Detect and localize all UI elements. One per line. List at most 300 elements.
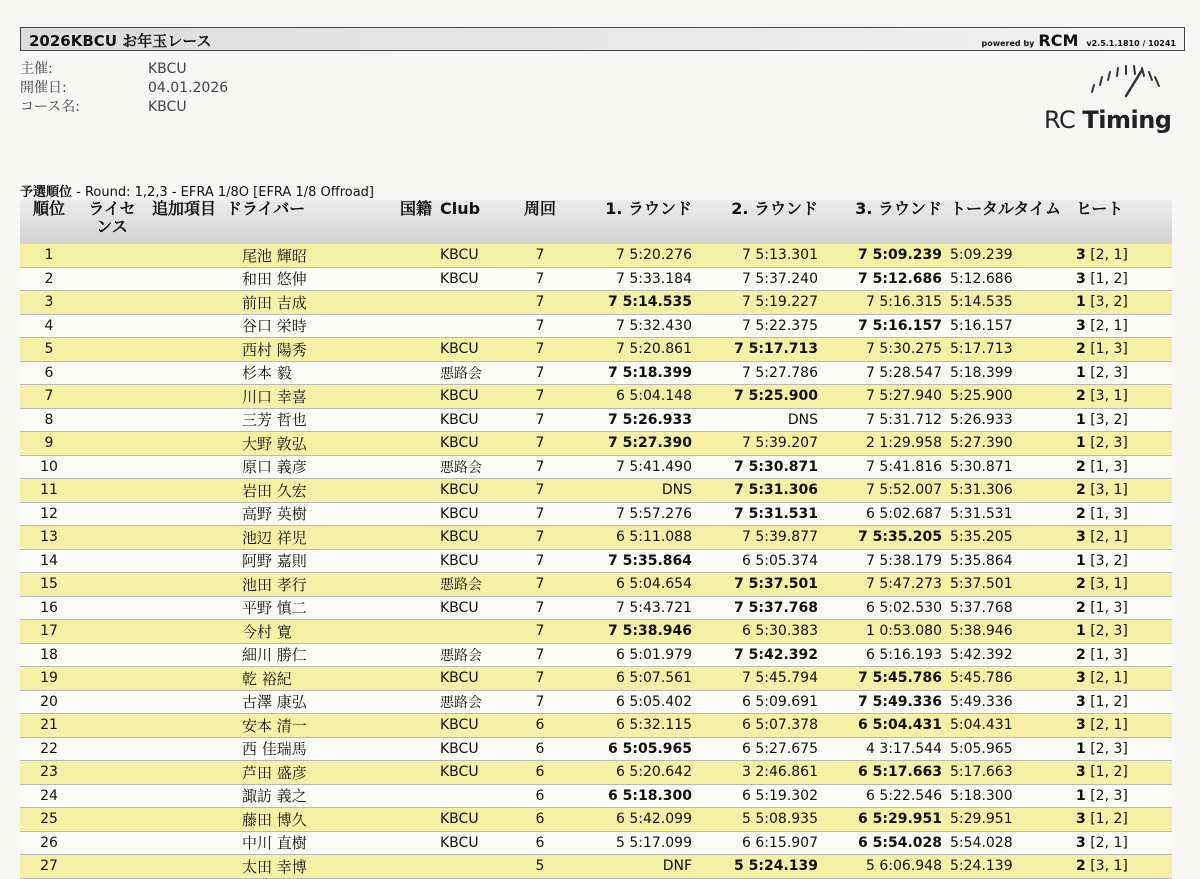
cell-laps: 7 [516,314,564,338]
cell-pos: 27 [20,855,78,879]
heat-order: [2, 1] [1085,670,1128,687]
cell-pos: 1 [20,244,78,267]
cell-heat [1072,267,1172,291]
heat-order: [2, 3] [1085,364,1128,381]
heat-number: 2 [1076,858,1086,875]
col-round1: 1. ラウンド [564,200,696,244]
cell-driver: 藤田 博久 [222,808,366,832]
cell-pos: 22 [20,737,78,761]
cell-pos: 23 [20,761,78,785]
cell-round2: DNS [696,408,822,432]
rcm-brand: RCM [1038,31,1079,50]
cell-pos: 21 [20,714,78,738]
cell-driver: 尾池 輝昭 [222,244,366,267]
cell-license [78,596,146,620]
cell-pos: 16 [20,596,78,620]
cell-laps: 7 [516,291,564,315]
cell-club: KBCU [436,338,516,362]
cell-heat [1072,455,1172,479]
heat-number: 3 [1076,317,1086,334]
cell-pos: 6 [20,361,78,385]
cell-driver: 西 佳瑞馬 [222,737,366,761]
rc-timing-logo [1040,62,1180,142]
cell-laps: 7 [516,338,564,362]
cell-nation [366,408,436,432]
cell-total-time: 5:04.431 [946,714,1072,738]
heat-number: 2 [1076,599,1086,616]
cell-pos: 11 [20,479,78,503]
cell-extra [146,737,222,761]
cell-round3: 7 5:49.336 [822,690,946,714]
cell-extra [146,267,222,291]
cell-pos: 24 [20,784,78,808]
cell-nation [366,690,436,714]
cell-driver: 乾 裕紀 [222,667,366,691]
heat-number: 2 [1076,341,1086,358]
cell-total-time: 5:14.535 [946,291,1072,315]
cell-license [78,314,146,338]
cell-club: 悪路会 [436,361,516,385]
cell-extra [146,314,222,338]
cell-laps: 7 [516,596,564,620]
cell-total-time: 5:35.205 [946,526,1072,550]
cell-extra [146,690,222,714]
cell-license [78,667,146,691]
cell-heat [1072,291,1172,315]
cell-club: KBCU [436,761,516,785]
cell-round3: 6 5:02.687 [822,502,946,526]
cell-round1: 7 5:26.933 [564,408,696,432]
cell-round2: 7 5:30.871 [696,455,822,479]
cell-round2: 7 5:39.877 [696,526,822,550]
cell-total-time: 5:26.933 [946,408,1072,432]
cell-license [78,385,146,409]
cell-round2: 6 5:05.374 [696,549,822,573]
heat-number: 1 [1076,294,1086,311]
table-row [20,455,1172,479]
cell-round1: 6 5:32.115 [564,714,696,738]
cell-driver: 三芳 哲也 [222,408,366,432]
table-body [20,244,1172,878]
cell-round2: 7 5:39.207 [696,432,822,456]
cell-license [78,338,146,362]
col-driver: ドライバー [222,200,366,244]
cell-heat [1072,808,1172,832]
cell-driver: 谷口 栄時 [222,314,366,338]
cell-driver: 和田 悠伸 [222,267,366,291]
cell-round2: 6 5:19.302 [696,784,822,808]
cell-total-time: 5:30.871 [946,455,1072,479]
cell-license [78,502,146,526]
cell-round2: 7 5:42.392 [696,643,822,667]
cell-nation [366,314,436,338]
cell-round1: 6 5:07.561 [564,667,696,691]
info-row-course [20,98,228,117]
cell-nation [366,831,436,855]
table-row [20,385,1172,409]
heat-number: 1 [1076,623,1086,640]
cell-driver: 今村 寛 [222,620,366,644]
cell-heat [1072,690,1172,714]
info-label: コース名: [20,99,81,115]
heat-number: 3 [1076,811,1086,828]
cell-heat [1072,761,1172,785]
cell-nation [366,455,436,479]
cell-round3: 4 3:17.544 [822,737,946,761]
cell-extra [146,596,222,620]
heat-number: 2 [1076,646,1086,663]
cell-laps: 5 [516,855,564,879]
col-round3: 3. ラウンド [822,200,946,244]
cell-club [436,620,516,644]
cell-total-time: 5:17.713 [946,338,1072,362]
cell-laps: 7 [516,643,564,667]
cell-laps: 6 [516,831,564,855]
cell-round1: DNS [564,479,696,503]
cell-driver: 大野 敦弘 [222,432,366,456]
cell-round3: 7 5:12.686 [822,267,946,291]
cell-pos: 8 [20,408,78,432]
cell-round3: 7 5:38.179 [822,549,946,573]
event-info [20,60,228,117]
cell-round2: 7 5:31.306 [696,479,822,503]
cell-round1: 7 5:43.721 [564,596,696,620]
heat-order: [2, 1] [1085,717,1128,734]
cell-laps: 7 [516,408,564,432]
cell-laps: 6 [516,714,564,738]
cell-club: KBCU [436,244,516,267]
cell-total-time: 5:09.239 [946,244,1072,267]
cell-club: KBCU [436,831,516,855]
heat-order: [1, 2] [1085,764,1128,781]
heat-number: 3 [1076,717,1086,734]
cell-round3: 6 5:22.546 [822,784,946,808]
cell-driver: 阿野 嘉則 [222,549,366,573]
info-row-organizer [20,60,228,79]
table-row [20,667,1172,691]
cell-round1: 6 5:01.979 [564,643,696,667]
table-row [20,855,1172,879]
cell-license [78,737,146,761]
cell-club: 悪路会 [436,573,516,597]
heat-order: [1, 2] [1085,270,1128,287]
cell-heat [1072,596,1172,620]
cell-round2: 6 5:07.378 [696,714,822,738]
cell-laps: 7 [516,502,564,526]
cell-pos: 14 [20,549,78,573]
cell-license [78,479,146,503]
cell-extra [146,338,222,362]
info-label: 開催日: [20,80,67,96]
cell-round1: 6 5:05.965 [564,737,696,761]
heat-number: 3 [1076,693,1086,710]
cell-club: KBCU [436,526,516,550]
heat-number: 1 [1076,435,1086,452]
table-row [20,643,1172,667]
cell-total-time: 5:18.399 [946,361,1072,385]
cell-round2: 7 5:27.786 [696,361,822,385]
col-license: ライセンス [78,200,146,244]
cell-extra [146,385,222,409]
cell-round2: 7 5:25.900 [696,385,822,409]
cell-extra [146,291,222,315]
cell-round1: 7 5:33.184 [564,267,696,291]
cell-round3: 6 5:04.431 [822,714,946,738]
table-row [20,620,1172,644]
cell-laps: 7 [516,690,564,714]
table-row [20,267,1172,291]
cell-license [78,808,146,832]
cell-laps: 7 [516,361,564,385]
table-row [20,361,1172,385]
cell-heat [1072,737,1172,761]
cell-laps: 6 [516,737,564,761]
cell-extra [146,455,222,479]
section-title: 予選順位 [20,185,73,200]
heat-number: 2 [1076,482,1086,499]
cell-total-time: 5:38.946 [946,620,1072,644]
cell-round1: 7 5:41.490 [564,455,696,479]
cell-extra [146,408,222,432]
cell-round3: 7 5:16.157 [822,314,946,338]
cell-pos: 5 [20,338,78,362]
cell-license [78,455,146,479]
cell-heat [1072,714,1172,738]
cell-heat [1072,338,1172,362]
cell-round1: 7 5:20.861 [564,338,696,362]
logo-text [1044,106,1171,134]
cell-nation [366,267,436,291]
cell-heat [1072,408,1172,432]
cell-license [78,549,146,573]
cell-extra [146,244,222,267]
cell-round1: 5 5:17.099 [564,831,696,855]
cell-laps: 7 [516,549,564,573]
cell-round2: 6 5:30.383 [696,620,822,644]
cell-license [78,855,146,879]
cell-round3: 7 5:31.712 [822,408,946,432]
heat-number: 3 [1076,764,1086,781]
heat-number: 2 [1076,505,1086,522]
heat-order: [2, 1] [1085,247,1128,264]
cell-round2: 7 5:22.375 [696,314,822,338]
cell-driver: 古澤 康弘 [222,690,366,714]
cell-total-time: 5:42.392 [946,643,1072,667]
heat-order: [2, 1] [1085,317,1128,334]
cell-driver: 原口 義彦 [222,455,366,479]
cell-round2: 3 2:46.861 [696,761,822,785]
cell-club: KBCU [436,596,516,620]
cell-heat [1072,526,1172,550]
heat-order: [1, 3] [1085,505,1128,522]
cell-laps: 7 [516,620,564,644]
cell-laps: 7 [516,479,564,503]
cell-heat [1072,361,1172,385]
cell-club: KBCU [436,714,516,738]
cell-laps: 6 [516,761,564,785]
cell-club: KBCU [436,737,516,761]
cell-club: KBCU [436,808,516,832]
cell-nation [366,244,436,267]
cell-round2: 6 5:09.691 [696,690,822,714]
cell-round2: 7 5:13.301 [696,244,822,267]
cell-total-time: 5:31.306 [946,479,1072,503]
cell-driver: 安本 清一 [222,714,366,738]
cell-extra [146,361,222,385]
table-row [20,432,1172,456]
cell-club [436,784,516,808]
powered-by [982,31,1176,50]
cell-license [78,361,146,385]
heat-order: [2, 3] [1085,623,1128,640]
cell-club [436,855,516,879]
cell-extra [146,526,222,550]
cell-club: KBCU [436,667,516,691]
cell-round3: 6 5:29.951 [822,808,946,832]
heat-order: [2, 1] [1085,529,1128,546]
cell-nation [366,620,436,644]
cell-nation [366,737,436,761]
cell-heat [1072,549,1172,573]
cell-total-time: 5:37.768 [946,596,1072,620]
results-table [20,200,1172,879]
cell-license [78,291,146,315]
cell-round1: 6 5:18.300 [564,784,696,808]
cell-extra [146,855,222,879]
cell-license [78,643,146,667]
cell-driver: 川口 幸喜 [222,385,366,409]
heat-number: 3 [1076,270,1086,287]
cell-pos: 9 [20,432,78,456]
cell-club: KBCU [436,479,516,503]
cell-license [78,526,146,550]
cell-laps: 7 [516,432,564,456]
version-label: v2.5.1.1810 / 10241 [1086,39,1176,48]
cell-pos: 20 [20,690,78,714]
table-row [20,808,1172,832]
cell-extra [146,761,222,785]
heat-order: [1, 3] [1085,646,1128,663]
col-nation: 国籍 [366,200,436,244]
cell-heat [1072,432,1172,456]
cell-license [78,620,146,644]
cell-club: KBCU [436,502,516,526]
heat-number: 1 [1076,787,1086,804]
cell-pos: 17 [20,620,78,644]
cell-round3: 6 5:16.193 [822,643,946,667]
cell-total-time: 5:17.663 [946,761,1072,785]
table-row [20,737,1172,761]
cell-round2: 7 5:37.501 [696,573,822,597]
table-row [20,526,1172,550]
heat-number: 1 [1076,552,1086,569]
cell-pos: 2 [20,267,78,291]
cell-round1: 7 5:20.276 [564,244,696,267]
heat-order: [1, 2] [1085,693,1128,710]
cell-round3: 7 5:41.816 [822,455,946,479]
cell-nation [366,526,436,550]
cell-driver: 芦田 盛彦 [222,761,366,785]
cell-round2: 7 5:17.713 [696,338,822,362]
table-row [20,690,1172,714]
heat-number: 3 [1076,834,1086,851]
cell-round2: 7 5:19.227 [696,291,822,315]
cell-round2: 7 5:37.768 [696,596,822,620]
cell-nation [366,479,436,503]
cell-total-time: 5:54.028 [946,831,1072,855]
table-row [20,761,1172,785]
heat-order: [1, 3] [1085,341,1128,358]
cell-round3: 5 6:06.948 [822,855,946,879]
table-row [20,314,1172,338]
table-row [20,784,1172,808]
cell-extra [146,479,222,503]
cell-club: 悪路会 [436,690,516,714]
cell-club: 悪路会 [436,643,516,667]
cell-laps: 6 [516,784,564,808]
cell-round1: 7 5:18.399 [564,361,696,385]
cell-round1: 7 5:32.430 [564,314,696,338]
cell-driver: 諏訪 義之 [222,784,366,808]
cell-extra [146,784,222,808]
heat-number: 2 [1076,388,1086,405]
cell-driver: 中川 直樹 [222,831,366,855]
cell-extra [146,620,222,644]
cell-pos: 4 [20,314,78,338]
cell-heat [1072,479,1172,503]
cell-heat [1072,855,1172,879]
cell-total-time: 5:35.864 [946,549,1072,573]
info-value: 04.01.2026 [148,80,229,96]
table-row [20,244,1172,267]
table-row [20,714,1172,738]
cell-license [78,267,146,291]
cell-total-time: 5:18.300 [946,784,1072,808]
cell-extra [146,432,222,456]
section-heading [20,181,374,200]
table-row [20,573,1172,597]
heat-order: [3, 1] [1085,482,1128,499]
cell-license [78,761,146,785]
cell-license [78,690,146,714]
cell-license [78,831,146,855]
heat-number: 1 [1076,364,1086,381]
cell-extra [146,808,222,832]
heat-order: [3, 1] [1085,388,1128,405]
cell-total-time: 5:16.157 [946,314,1072,338]
cell-round2: 5 5:08.935 [696,808,822,832]
cell-round3: 7 5:47.273 [822,573,946,597]
cell-round1: 6 5:04.654 [564,573,696,597]
cell-laps: 7 [516,455,564,479]
cell-club: KBCU [436,267,516,291]
cell-pos: 7 [20,385,78,409]
cell-license [78,244,146,267]
cell-heat [1072,620,1172,644]
cell-total-time: 5:29.951 [946,808,1072,832]
heat-order: [3, 2] [1085,552,1128,569]
cell-total-time: 5:49.336 [946,690,1072,714]
cell-total-time: 5:31.531 [946,502,1072,526]
cell-club: KBCU [436,432,516,456]
cell-driver: 高野 英樹 [222,502,366,526]
cell-club: KBCU [436,408,516,432]
heat-number: 3 [1076,529,1086,546]
heat-order: [1, 3] [1085,599,1128,616]
cell-round2: 6 6:15.907 [696,831,822,855]
cell-nation [366,361,436,385]
event-title: 2026KBCU お年玉レース [29,32,212,50]
